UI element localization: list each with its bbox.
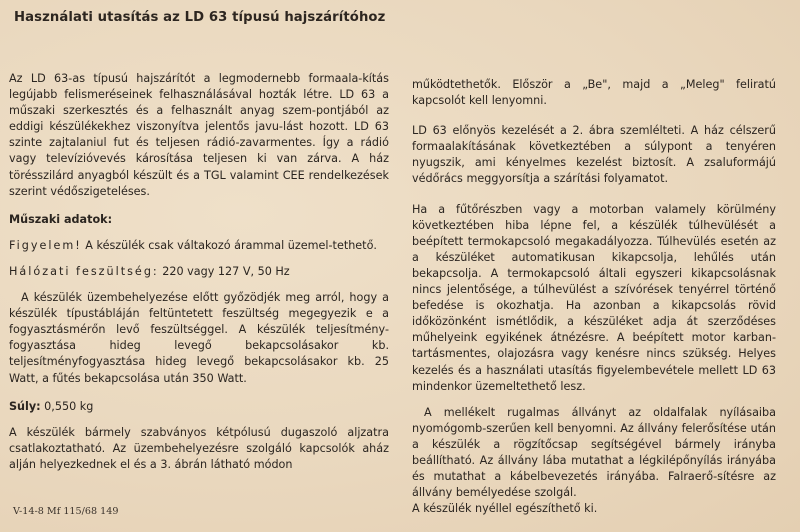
weight-label: Súly: [9, 399, 41, 413]
right-column [412, 77, 776, 517]
stand-paragraph: A mellékelt rugalmas állványt az oldalfalak nyílásaiba nyomógomb-szerűen kell benyomni. Az állvány felerősítése után a készülék a rögzítőcsap segítségével bármely irányba beállítható. Az állvány lába mutathat a légkilépőnyílás irányába és mutathat a kábelbevezetés irányába. Falraerő-sítésre az állvány bemélyedése szolgál. [412, 405, 776, 500]
overheat-paragraph: Ha a fűtőrészben vagy a motorban valamely körülmény következtében hiba lépne fel, a készülék túlhevülését a beépített termokapcsoló megakadályozza. Túlhevülés esetén az a készüléket automatikusan kikapcsolja, lehűlés után bekapcsolja. A termokapcsoló általi egyszeri kikapcsolásnak nincs jelentősége, a túlhevülést a szívórések tenyérrel történő befedése is okozhatja. Ha azonban a kikapcsolás rövid időközönként ismétlődik, a készüléket adja át szerződéses műhelyeink egyikének átnézésre. A beépített motor karban-tartásmentes, olajozásra vagy kenésre nincs szükség. Helyes kezelés és a használati utasítás figyelembevétele mellett LD 63 mindenkor üzemeltethető lesz. [412, 202, 776, 393]
voltage-paragraph [9, 264, 389, 280]
operation-paragraph: működtethetők. Először a „Be", majd a „Meleg" feliratú kapcsolót kell lenyomni. [412, 78, 776, 108]
voltage-value: 220 vagy 127 V, 50 Hz [158, 264, 290, 278]
attention-label: Figyelem! [9, 238, 82, 252]
attention-paragraph [9, 238, 389, 254]
print-code-footer: V-14-8 Mf 115/68 149 [13, 506, 119, 517]
handle-paragraph: A készülék nyéllel egészíthető ki. [412, 502, 598, 516]
voltage-label: Hálózati feszültség: [9, 264, 159, 278]
check-paragraph: A készülék üzembehelyezése előtt győzödjék meg arról, hogy a készülék típustábláján feltüntetett feszültség megegyezik e a fogyasztásmérőn levő feszültséggel. A készülék teljesítmény-fogyasztása hideg levegő bekapcsolásakor kb. teljesítményfogyasztása hideg levegő bekapcsolásakor kb. 25 Watt, a fűtés bekapcsolása után 350 Watt. [9, 291, 389, 385]
page-title: Használati utasítás az LD 63 típusú hajszárítóhoz [14, 10, 386, 25]
intro-paragraph: Az LD 63-as típusú hajszárítót a legmodernebb formaala-kítás legújabb felismeréseinek felhasználásával hozták létre. LD 63 a műszaki szerkesztés és a felhasznált anyag szem-pontjából az eddigi készülékekhez viszonyítva jelentős javu-lást hozott. LD 63 szinte zajtalaniul fut és teljesen rádió-zavarmentes. Így a rádió vagy televízióvevés károsítása teljesen ki van zárva. A ház törésszilárd anyagból készült és a TGL valamint CEE rendelkezések szerint védőszigeteléses. [9, 72, 389, 198]
plug-paragraph: A készülék bármely szabványos kétpólusú dugaszoló aljzatra csatlakoztatható. Az üzembehelyezésre szolgáló kapcsolók aház alján helyezkednek el és a 3. ábrán látható módon [9, 425, 389, 471]
technical-data-heading: Műszaki adatok: [9, 212, 113, 226]
left-column [9, 71, 389, 473]
weight-paragraph [9, 399, 389, 415]
weight-value: 0,550 kg [40, 399, 94, 413]
attention-text: A készülék csak váltakozó árammal üzemel-tethető. [81, 238, 377, 252]
handling-paragraph: LD 63 előnyös kezelését a 2. ábra szemlélteti. A ház célszerű formaalakításának következtében a súlypont a tenyéren nyugszik, ami kényelmes kezelést biztosít. A zsaluformájú védőrács meggyorsítja a szárítási folyamatot. [412, 124, 776, 186]
